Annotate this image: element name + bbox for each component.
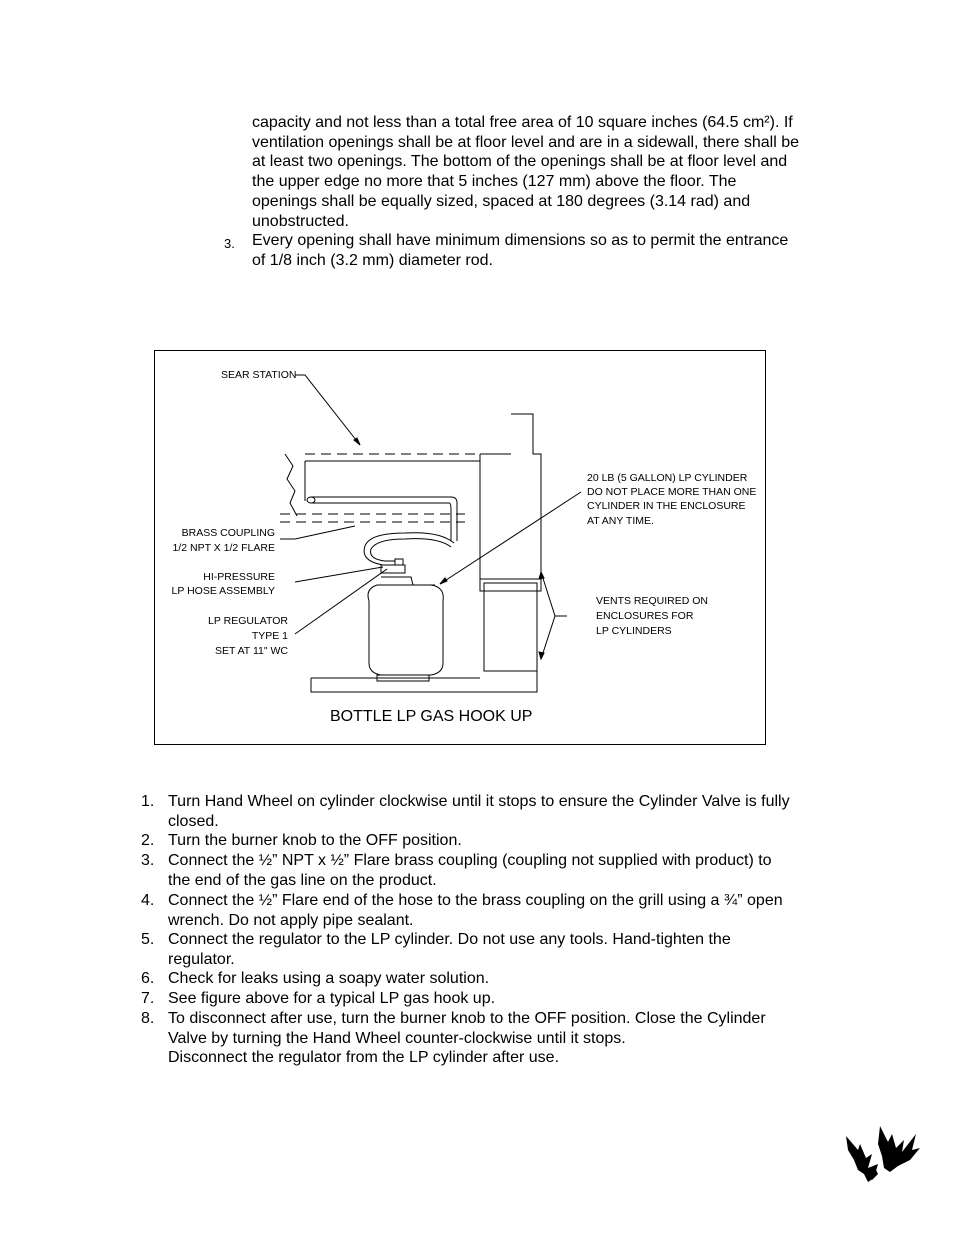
- step-8: [168, 1009, 848, 1068]
- step-2: [168, 831, 848, 851]
- step-line: closed.: [168, 812, 219, 830]
- intro-item-number: 3.: [224, 236, 235, 251]
- intro-line: at least two openings. The bottom of the openings shall be at floor level and: [252, 153, 788, 171]
- figure-caption: BOTTLE LP GAS HOOK UP: [330, 708, 533, 725]
- intro-line: capacity and not less than a total free area of 10 square inches (64.5 cm²). If: [252, 114, 793, 131]
- grill-cabinet-outline: [511, 414, 541, 579]
- leader-sear-station: [295, 375, 360, 445]
- leader-regulator: [295, 569, 387, 634]
- step-line: Turn Hand Wheel on cylinder clockwise until it stops to ensure the Cylinder Valve is fully: [168, 793, 790, 810]
- intro-line: the upper edge no more that 5 inches (127 mm) above the floor. The: [252, 173, 737, 191]
- enclosure-vent-box: [484, 583, 537, 671]
- intro-line: ventilation openings shall be at floor level and are in a sidewall, there shall be: [252, 133, 800, 151]
- label-regulator-setting: SET AT 11" WC: [215, 645, 288, 657]
- label-vents: VENTS REQUIRED ON: [596, 595, 709, 607]
- step-number: 3.: [141, 852, 155, 869]
- step-number: 1.: [141, 793, 155, 810]
- label-brass-coupling-spec: 1/2 NPT X 1/2 FLARE: [172, 542, 275, 554]
- step-line: Connect the ½” Flare end of the hose to the brass coupling on the grill using a ¾” open: [168, 892, 783, 909]
- step-6: [168, 969, 848, 989]
- step-4: [168, 891, 848, 930]
- step-5: [168, 930, 848, 969]
- step-line: the end of the gas line on the product.: [168, 871, 437, 889]
- leader-cylinder: [440, 492, 581, 584]
- step-line: Connect the ½” NPT x ½” Flare brass coupling (coupling not supplied with product) to: [168, 852, 772, 869]
- label-regulator: LP REGULATOR: [208, 615, 288, 627]
- intro-line: unobstructed.: [252, 212, 349, 230]
- label-cylinder: 20 LB (5 GALLON) LP CYLINDER: [587, 472, 748, 484]
- leader-hose: [295, 567, 383, 582]
- step-line: See figure above for a typical LP gas hook up.: [168, 990, 496, 1007]
- lp-regulator: [381, 565, 405, 573]
- label-vents-cylinders: LP CYLINDERS: [596, 625, 672, 637]
- step-number: 4.: [141, 892, 155, 909]
- step-line: Connect the regulator to the LP cylinder. Do not use any tools. Hand-tighten the: [168, 931, 731, 948]
- step-line: Turn the burner knob to the OFF position.: [168, 832, 462, 849]
- step-number: 2.: [141, 832, 155, 849]
- step-number: 6.: [141, 970, 155, 987]
- intro-line: openings shall be equally sized, spaced at 180 degrees (3.14 rad) and: [252, 192, 751, 210]
- step-line: To disconnect after use, turn the burner knob to the OFF position. Close the Cylinder: [168, 1010, 766, 1027]
- step-number: 7.: [141, 990, 155, 1007]
- label-cylinder-warning: DO NOT PLACE MORE THAN ONE: [587, 486, 757, 498]
- label-regulator-type: TYPE 1: [251, 630, 288, 642]
- step-3: [168, 851, 848, 890]
- eagles-logo-icon: [838, 1120, 922, 1186]
- intro-item-line: of 1/8 inch (3.2 mm) diameter rod.: [252, 251, 493, 269]
- lp-cylinder: [368, 585, 443, 675]
- leader-vent-lower: [541, 616, 567, 659]
- step-line: Disconnect the regulator from the LP cylinder after use.: [168, 1049, 560, 1067]
- label-vents-enclosures: ENCLOSURES FOR: [596, 610, 694, 622]
- step-7: [168, 989, 848, 1009]
- label-hose: HI-PRESSURE: [203, 571, 275, 583]
- label-brass-coupling: BRASS COUPLING: [181, 527, 275, 539]
- leader-vent-upper: [541, 572, 567, 616]
- intro-item-3: [252, 231, 852, 270]
- label-hose-assembly: LP HOSE ASSEMBLY: [171, 585, 275, 597]
- label-cylinder-warning-2: CYLINDER IN THE ENCLOSURE: [587, 500, 746, 512]
- step-number: 8.: [141, 1010, 155, 1027]
- step-line: wrench. Do not apply pipe sealant.: [168, 911, 414, 929]
- lp-hookup-diagram: [155, 351, 767, 746]
- lp-hookup-figure: [154, 350, 766, 745]
- intro-item-line: Every opening shall have minimum dimensions so as to permit the entrance: [252, 232, 789, 249]
- step-line: regulator.: [168, 950, 235, 968]
- step-line: Valve by turning the Hand Wheel counter-clockwise until it stops.: [168, 1029, 626, 1047]
- step-line: Check for leaks using a soapy water solution.: [168, 970, 490, 987]
- intro-paragraph: [252, 113, 852, 231]
- step-number: 5.: [141, 931, 155, 948]
- step-1: [168, 792, 848, 831]
- label-sear-station: SEAR STATION: [221, 369, 297, 381]
- leader-brass-coupling: [280, 526, 355, 539]
- label-cylinder-warning-3: AT ANY TIME.: [587, 515, 654, 527]
- lp-hose: [364, 533, 454, 565]
